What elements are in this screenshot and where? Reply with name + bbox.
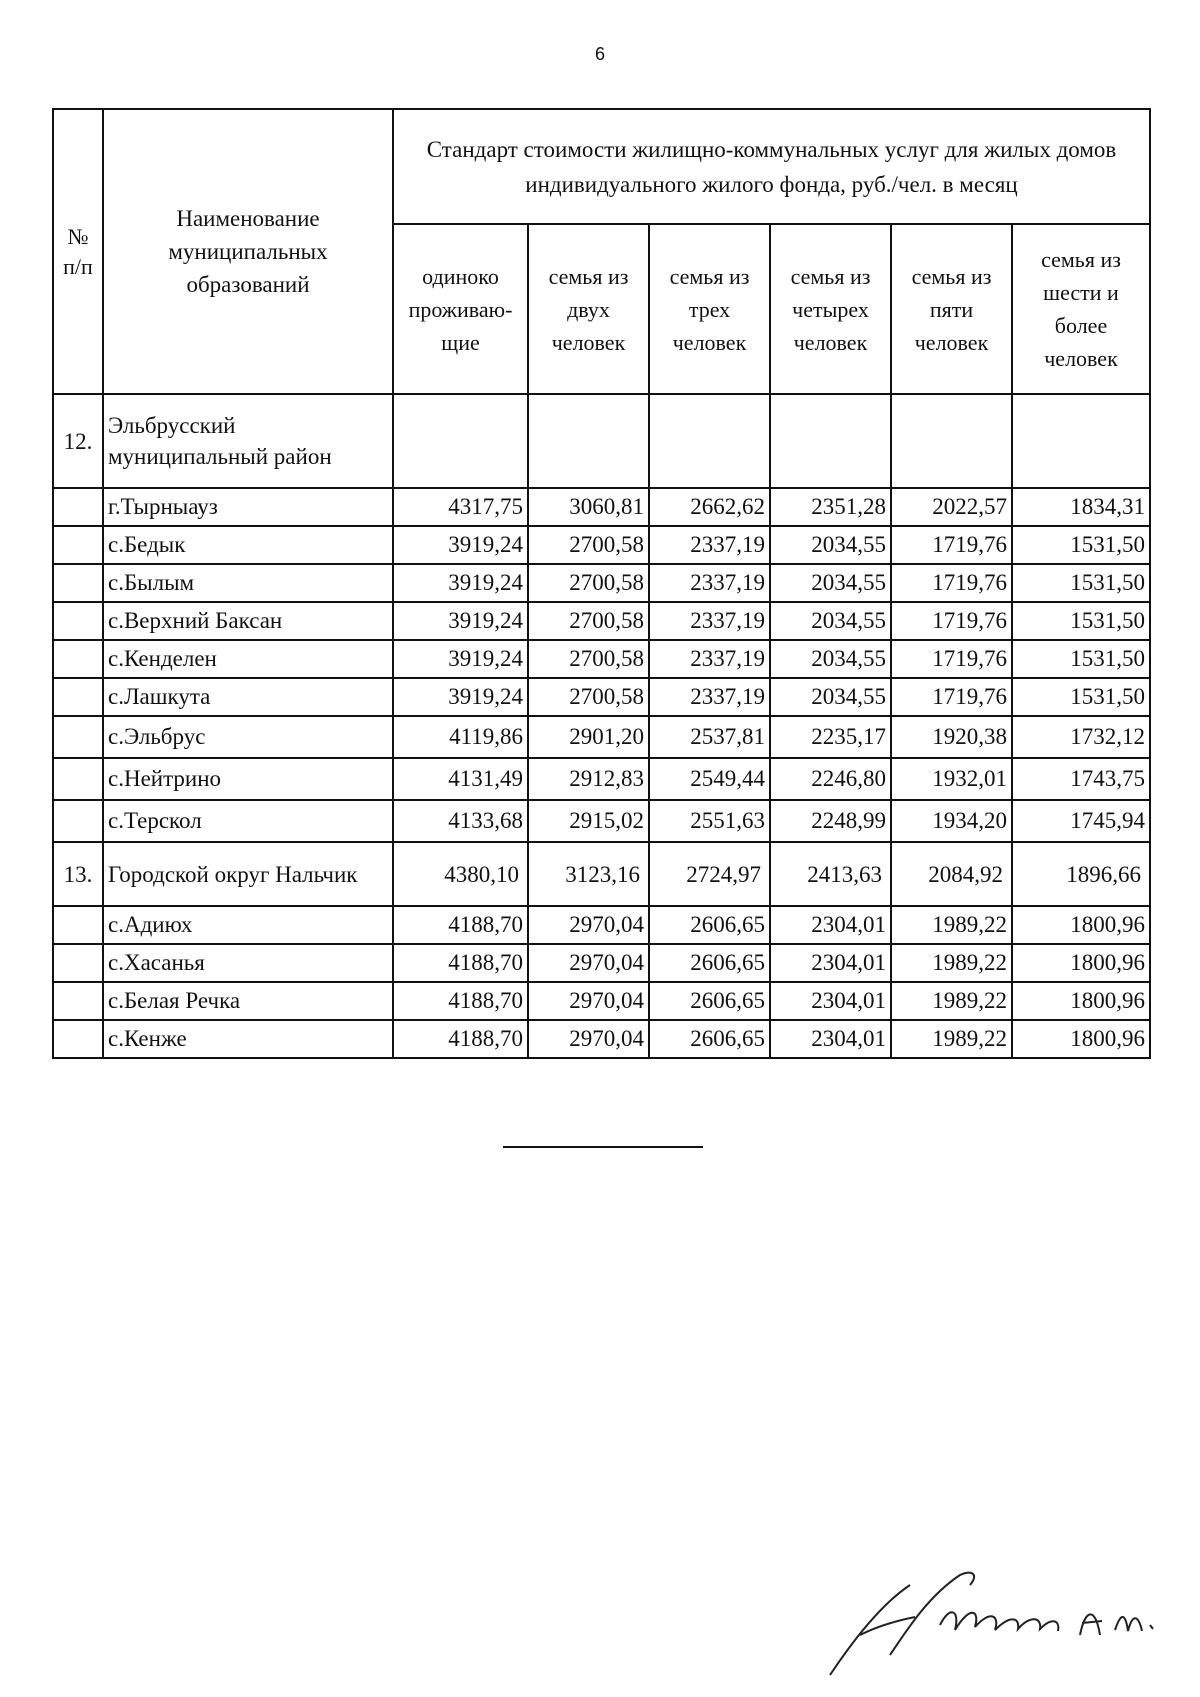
- value-family-3: 2606,65: [649, 982, 770, 1020]
- value-single: 4133,68: [393, 800, 528, 842]
- settlement-name: с.Адиюх: [103, 906, 393, 944]
- value-single: 3919,24: [393, 564, 528, 602]
- value-family-5: 1719,76: [891, 678, 1012, 716]
- settlement-name: с.Лашкута: [103, 678, 393, 716]
- table-row: [53, 944, 1150, 982]
- table-row: [53, 678, 1150, 716]
- value-single: 3919,24: [393, 602, 528, 640]
- row-number: [53, 758, 103, 800]
- value-family-2: 2700,58: [528, 678, 649, 716]
- section-value-family-3: 2724,97: [649, 842, 770, 906]
- value-family-2: 2700,58: [528, 640, 649, 678]
- section-row: [53, 394, 1150, 488]
- header-family-5: семья из пяти человек: [891, 224, 1012, 394]
- table-row: [53, 640, 1150, 678]
- value-family-4: 2246,80: [770, 758, 891, 800]
- value-single: 4188,70: [393, 1020, 528, 1058]
- settlement-name: с.Хасанья: [103, 944, 393, 982]
- value-family-4: 2235,17: [770, 716, 891, 758]
- value-family-3: 2537,81: [649, 716, 770, 758]
- value-family-6plus: 1531,50: [1012, 564, 1150, 602]
- row-number: [53, 678, 103, 716]
- value-family-4: 2304,01: [770, 982, 891, 1020]
- section-value-family-2: [528, 394, 649, 488]
- value-family-6plus: 1531,50: [1012, 602, 1150, 640]
- row-number: [53, 800, 103, 842]
- section-name: Городской округ Нальчик: [103, 842, 393, 906]
- value-family-6plus: 1800,96: [1012, 944, 1150, 982]
- value-family-5: 1934,20: [891, 800, 1012, 842]
- header-num-col: № п/п: [53, 109, 103, 394]
- settlement-name: с.Нейтрино: [103, 758, 393, 800]
- section-value-family-6plus: [1012, 394, 1150, 488]
- header-family-4: семья из четырех человек: [770, 224, 891, 394]
- table-row: [53, 982, 1150, 1020]
- value-family-3: 2337,19: [649, 640, 770, 678]
- value-family-4: 2034,55: [770, 678, 891, 716]
- value-family-6plus: 1531,50: [1012, 678, 1150, 716]
- value-family-6plus: 1745,94: [1012, 800, 1150, 842]
- table-row: [53, 716, 1150, 758]
- table-row: [53, 488, 1150, 526]
- header-group-title: Стандарт стоимости жилищно-коммунальных услуг для жилых домов индивидуального жилого фонда, руб./чел. в месяц: [393, 109, 1150, 224]
- value-family-5: 1989,22: [891, 906, 1012, 944]
- section-value-family-5: 2084,92: [891, 842, 1012, 906]
- value-family-3: 2337,19: [649, 564, 770, 602]
- value-family-2: 2970,04: [528, 944, 649, 982]
- section-number: 13.: [53, 842, 103, 906]
- tariff-table: [52, 108, 1151, 1059]
- value-single: 3919,24: [393, 640, 528, 678]
- row-number: [53, 944, 103, 982]
- section-value-family-4: 2413,63: [770, 842, 891, 906]
- section-value-single: 4380,10: [393, 842, 528, 906]
- row-number: [53, 716, 103, 758]
- value-single: 4188,70: [393, 982, 528, 1020]
- row-number: [53, 640, 103, 678]
- row-number: [53, 982, 103, 1020]
- header-single: одиноко проживаю-щие: [393, 224, 528, 394]
- section-value-family-2: 3123,16: [528, 842, 649, 906]
- row-number: [53, 1020, 103, 1058]
- value-family-2: 2700,58: [528, 602, 649, 640]
- value-single: 4188,70: [393, 906, 528, 944]
- settlement-name: с.Бедык: [103, 526, 393, 564]
- section-number: 12.: [53, 394, 103, 488]
- value-family-6plus: 1531,50: [1012, 526, 1150, 564]
- page-number: 6: [594, 44, 605, 64]
- value-family-3: 2606,65: [649, 944, 770, 982]
- value-family-2: 2970,04: [528, 906, 649, 944]
- value-family-2: 2901,20: [528, 716, 649, 758]
- section-value-family-5: [891, 394, 1012, 488]
- value-family-3: 2337,19: [649, 678, 770, 716]
- value-family-5: 2022,57: [891, 488, 1012, 526]
- header-family-3: семья из трех человек: [649, 224, 770, 394]
- table-row: [53, 758, 1150, 800]
- section-name: Эльбрусский муниципальный район: [103, 394, 393, 488]
- value-family-4: 2351,28: [770, 488, 891, 526]
- value-single: 3919,24: [393, 526, 528, 564]
- value-family-2: 3060,81: [528, 488, 649, 526]
- value-single: 4119,86: [393, 716, 528, 758]
- value-family-6plus: 1800,96: [1012, 982, 1150, 1020]
- row-number: [53, 906, 103, 944]
- settlement-name: с.Кенже: [103, 1020, 393, 1058]
- section-value-family-4: [770, 394, 891, 488]
- table-row: [53, 800, 1150, 842]
- settlement-name: с.Терскол: [103, 800, 393, 842]
- value-family-3: 2337,19: [649, 602, 770, 640]
- settlement-name: с.Верхний Баксан: [103, 602, 393, 640]
- value-family-5: 1719,76: [891, 602, 1012, 640]
- table-body: [53, 394, 1150, 1058]
- value-family-5: 1989,22: [891, 982, 1012, 1020]
- table-row: [53, 602, 1150, 640]
- value-family-6plus: 1732,12: [1012, 716, 1150, 758]
- table-row: [53, 564, 1150, 602]
- signature-image: [820, 1565, 1180, 1685]
- value-single: 3919,24: [393, 678, 528, 716]
- value-family-2: 2970,04: [528, 982, 649, 1020]
- value-single: 4131,49: [393, 758, 528, 800]
- value-family-6plus: 1834,31: [1012, 488, 1150, 526]
- row-number: [53, 526, 103, 564]
- row-number: [53, 488, 103, 526]
- settlement-name: с.Белая Речка: [103, 982, 393, 1020]
- value-family-2: 2700,58: [528, 564, 649, 602]
- settlement-name: с.Былым: [103, 564, 393, 602]
- value-single: 4188,70: [393, 944, 528, 982]
- value-family-2: 2700,58: [528, 526, 649, 564]
- value-family-3: 2549,44: [649, 758, 770, 800]
- value-family-4: 2034,55: [770, 602, 891, 640]
- value-family-3: 2551,63: [649, 800, 770, 842]
- value-family-6plus: 1800,96: [1012, 1020, 1150, 1058]
- value-family-3: 2662,62: [649, 488, 770, 526]
- end-rule: [503, 1146, 703, 1148]
- value-family-4: 2304,01: [770, 944, 891, 982]
- value-family-6plus: 1743,75: [1012, 758, 1150, 800]
- section-value-single: [393, 394, 528, 488]
- header-name-col: Наименование муниципальных образований: [103, 109, 393, 394]
- value-family-6plus: 1531,50: [1012, 640, 1150, 678]
- value-family-5: 1719,76: [891, 564, 1012, 602]
- value-family-5: 1989,22: [891, 944, 1012, 982]
- settlement-name: с.Эльбрус: [103, 716, 393, 758]
- section-value-family-6plus: 1896,66: [1012, 842, 1150, 906]
- value-family-6plus: 1800,96: [1012, 906, 1150, 944]
- value-family-5: 1920,38: [891, 716, 1012, 758]
- value-family-2: 2912,83: [528, 758, 649, 800]
- value-family-2: 2915,02: [528, 800, 649, 842]
- settlement-name: г.Тырныауз: [103, 488, 393, 526]
- value-family-4: 2034,55: [770, 526, 891, 564]
- section-row: [53, 842, 1150, 906]
- value-family-4: 2304,01: [770, 1020, 891, 1058]
- value-family-4: 2304,01: [770, 906, 891, 944]
- value-family-5: 1989,22: [891, 1020, 1012, 1058]
- value-family-2: 2970,04: [528, 1020, 649, 1058]
- value-family-3: 2606,65: [649, 906, 770, 944]
- row-number: [53, 564, 103, 602]
- section-value-family-3: [649, 394, 770, 488]
- header-family-2: семья из двух человек: [528, 224, 649, 394]
- value-family-4: 2248,99: [770, 800, 891, 842]
- header-family-6plus: семья из шести и более человек: [1012, 224, 1150, 394]
- value-family-4: 2034,55: [770, 564, 891, 602]
- row-number: [53, 602, 103, 640]
- value-family-5: 1719,76: [891, 640, 1012, 678]
- table-row: [53, 906, 1150, 944]
- value-single: 4317,75: [393, 488, 528, 526]
- table-row: [53, 1020, 1150, 1058]
- value-family-4: 2034,55: [770, 640, 891, 678]
- value-family-5: 1932,01: [891, 758, 1012, 800]
- settlement-name: с.Кенделен: [103, 640, 393, 678]
- value-family-3: 2337,19: [649, 526, 770, 564]
- value-family-5: 1719,76: [891, 526, 1012, 564]
- table-row: [53, 526, 1150, 564]
- value-family-3: 2606,65: [649, 1020, 770, 1058]
